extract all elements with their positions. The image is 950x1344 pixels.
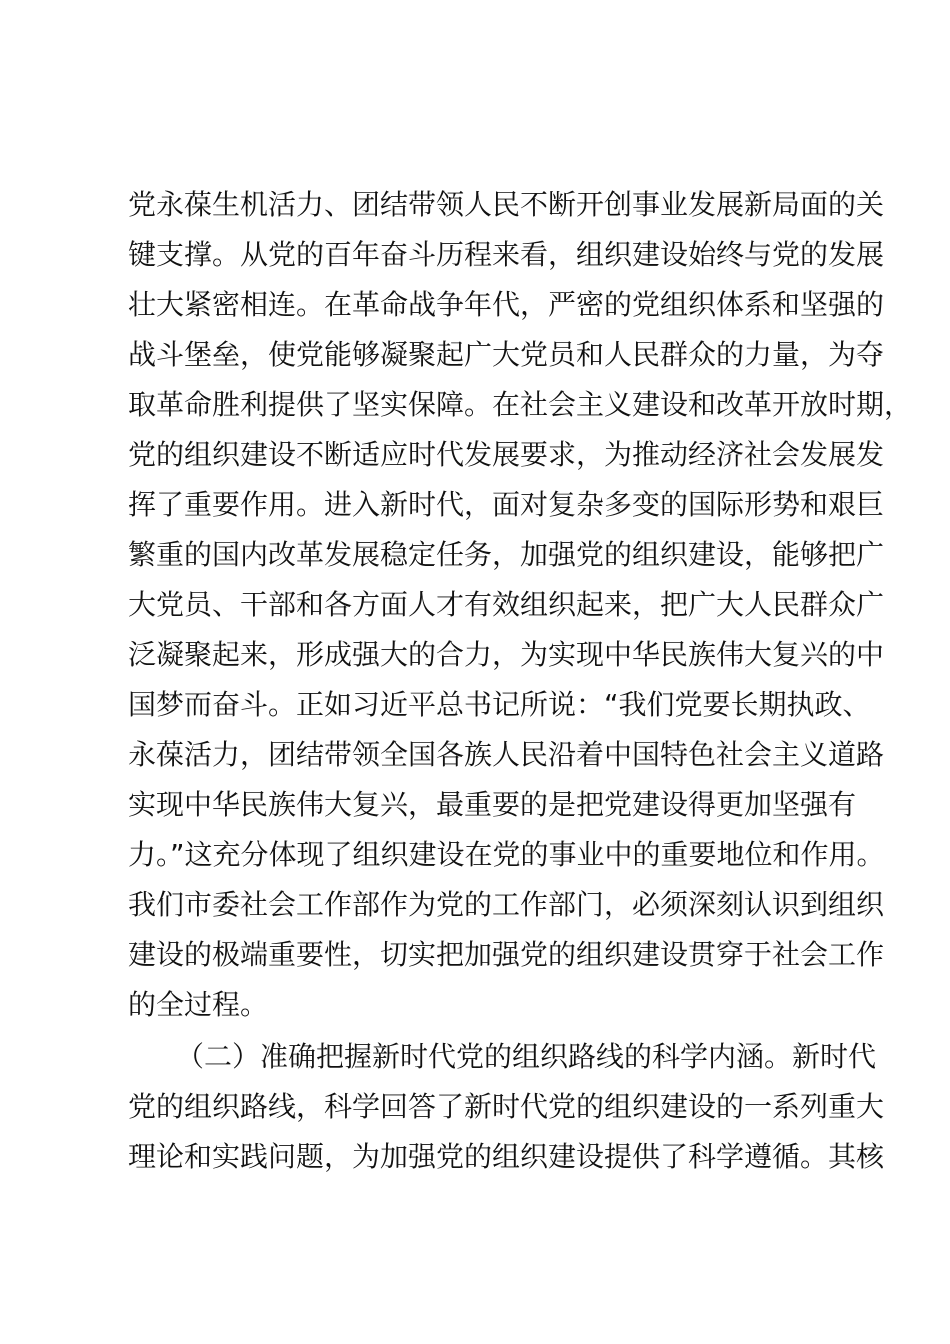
section-heading-line: （二）准确把握新时代党的组织路线的科学内涵。新时代 <box>176 1040 877 1073</box>
text-line: 永葆活力，团结带领全国各族人民沿着中国特色社会主义道路 <box>128 738 885 771</box>
text-line: 国梦而奋斗。正如习近平总书记所说：“我们党要长期执政、 <box>128 688 871 721</box>
text-line: 繁重的国内改革发展稳定任务，加强党的组织建设，能够把广 <box>128 538 885 571</box>
text-line: 党永葆生机活力、团结带领人民不断开创事业发展新局面的关 <box>128 188 885 221</box>
text-line: 的全过程。 <box>128 988 269 1021</box>
text-line: 泛凝聚起来，形成强大的合力，为实现中华民族伟大复兴的中 <box>128 638 885 671</box>
text-line: 大党员、干部和各方面人才有效组织起来，把广大人民群众广 <box>128 588 885 621</box>
text-line: 键支撑。从党的百年奋斗历程来看，组织建设始终与党的发展 <box>128 238 885 271</box>
text-line: 取革命胜利提供了坚实保障。在社会主义建设和改革开放时期， <box>128 388 913 421</box>
text-line: 党的组织建设不断适应时代发展要求，为推动经济社会发展发 <box>128 438 885 471</box>
text-line: 挥了重要作用。进入新时代，面对复杂多变的国际形势和艰巨 <box>128 488 885 521</box>
text-line: 力。”这充分体现了组织建设在党的事业中的重要地位和作用。 <box>128 838 885 871</box>
text-line: 战斗堡垒，使党能够凝聚起广大党员和人民群众的力量，为夺 <box>128 338 885 371</box>
text-line: 壮大紧密相连。在革命战争年代，严密的党组织体系和坚强的 <box>128 288 885 321</box>
text-line: 我们市委社会工作部作为党的工作部门，必须深刻认识到组织 <box>128 888 885 921</box>
text-line: 理论和实践问题，为加强党的组织建设提供了科学遵循。其核 <box>128 1140 885 1173</box>
text-line: 实现中华民族伟大复兴，最重要的是把党建设得更加坚强有 <box>128 788 857 821</box>
text-line: 建设的极端重要性，切实把加强党的组织建设贯穿于社会工作 <box>128 938 885 971</box>
text-line: 党的组织路线，科学回答了新时代党的组织建设的一系列重大 <box>128 1090 885 1123</box>
